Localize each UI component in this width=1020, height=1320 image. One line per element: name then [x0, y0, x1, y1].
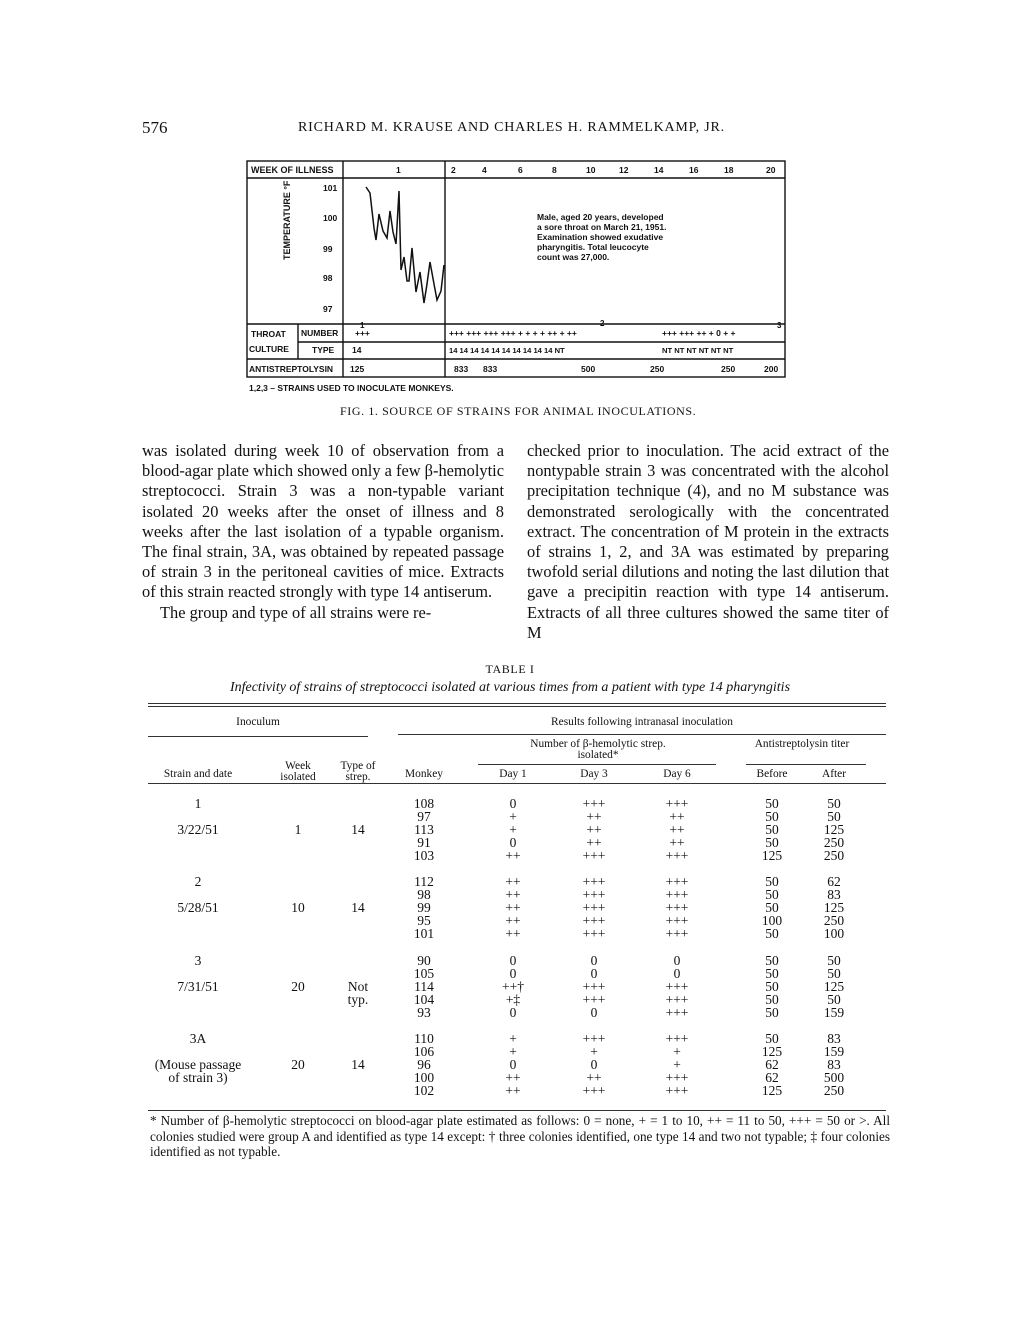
case-note-line-2: a sore throat on March 21, 1951.	[537, 222, 667, 232]
strain-date: (Mouse passage of strain 3)	[154, 1057, 242, 1086]
header-results: Results following intranasal inoculation	[551, 716, 733, 728]
titer-after: 50	[827, 966, 841, 982]
culture-label: CULTURE	[249, 344, 289, 354]
day-6-count: +++	[665, 979, 689, 995]
day-1-count: ++	[505, 1070, 521, 1086]
col-day-6: Day 6	[663, 768, 691, 780]
week-label: 12	[619, 165, 629, 175]
monkey-id: 113	[414, 822, 434, 838]
day-3-count: +++	[582, 926, 606, 942]
titer-before: 50	[765, 809, 779, 825]
titer-before: 50	[765, 874, 779, 889]
monkey-id: 102	[413, 1083, 435, 1099]
case-note-line-4: pharyngitis. Total leucocyte	[537, 242, 649, 252]
table-bottom-rule	[148, 1110, 886, 1111]
day-3-count: ++	[586, 835, 602, 851]
header-antistreptolysin-titer: Antistreptolysin titer	[754, 738, 850, 750]
titer-before: 50	[765, 992, 779, 1008]
paragraph: checked prior to inoculation. The acid extract of the nontypable strain 3 was concentrated with the alcohol precipitation technique (4), and no M substance was demonstrated serologically with the concentrated extract. The concentration of M protein in the extracts of strains 1, 2, and 3A was estimated by preparing twofold serial dilutions and noting the last dilution that gave a precipitin reaction with type 14 antiserum. Extracts of all three cultures showed the same titer of M	[527, 441, 889, 642]
monkey-id: 93	[417, 1005, 431, 1021]
day-1-count: +‡	[505, 992, 521, 1008]
figure-caption: FIG. 1. SOURCE OF STRAINS FOR ANIMAL INOCULATIONS.	[340, 404, 697, 418]
table-footnote: * Number of β-hemolytic streptococci on blood-agar plate estimated as follows: 0 = none, + = 1 to 10, ++ = 11 to 50, +++ = 50 or >. All colonies studied were group A and identified as type 14 except: † three colonies identified, one type 14 and two not typable; ‡ four colonies identified as not typable.	[150, 1113, 890, 1159]
monkey-id: 112	[414, 874, 434, 889]
day-6-count: +++	[665, 796, 689, 811]
day-1-count: +	[509, 822, 517, 838]
week-label: 8	[552, 165, 557, 175]
day-6-count: ++	[669, 822, 685, 838]
day-6-count: +++	[665, 913, 689, 929]
titer-after: 125	[823, 979, 845, 995]
antistreptolysin-value: 125	[350, 364, 365, 374]
day-3-count: +++	[582, 979, 606, 995]
titer-after: 83	[827, 887, 841, 903]
week-label: 10	[586, 165, 596, 175]
day-1-count: ++	[505, 926, 521, 942]
page-number: 576	[142, 118, 168, 137]
titer-before: 50	[765, 979, 779, 995]
monkey-id: 106	[413, 1044, 435, 1060]
col-day-3: Day 3	[580, 768, 608, 780]
strain-id: 3A	[189, 1031, 207, 1046]
monkey-id: 108	[413, 796, 435, 811]
day-1-count: ++	[505, 887, 521, 903]
day-1-count: 0	[509, 796, 517, 811]
titer-before: 50	[765, 822, 779, 838]
monkey-id: 90	[417, 953, 431, 968]
paragraph: The group and type of all strains were re-	[160, 602, 432, 622]
week-label: 6	[518, 165, 523, 175]
day-3-count: +++	[582, 913, 606, 929]
table-title: TABLE I	[485, 662, 535, 676]
week-label: 2	[451, 165, 456, 175]
day-1-count: ++	[505, 900, 521, 916]
titer-before: 125	[761, 848, 783, 864]
strain-mark-2: 2	[600, 319, 605, 328]
titer-after: 250	[823, 835, 845, 851]
day-3-count: 0	[590, 1057, 598, 1073]
day-6-count: +	[673, 1044, 681, 1060]
day-6-count: 0	[673, 966, 681, 982]
day-3-count: +++	[582, 1083, 606, 1099]
throat-label: THROAT	[251, 329, 286, 339]
day-1-count: 0	[509, 953, 517, 968]
day-3-count: 0	[590, 953, 598, 968]
strain-id: 2	[194, 874, 202, 889]
temperature-tick-labels	[323, 183, 337, 314]
type-first-week: 14	[352, 345, 362, 355]
monkey-id: 91	[417, 835, 431, 851]
day-6-count: +++	[665, 1083, 689, 1099]
table-caption: Infectivity of strains of streptococci isolated at various times from a patient with type 14 pharyngitis	[229, 680, 791, 695]
titer-before: 50	[765, 966, 779, 982]
titer-before: 62	[765, 1070, 779, 1086]
titer-after: 50	[827, 953, 841, 968]
titer-before: 50	[765, 926, 779, 942]
titer-before: 125	[761, 1083, 783, 1099]
titer-before: 50	[765, 887, 779, 903]
number-weekly-values: +++ +++ +++ +++ + + + + ++ + ++	[449, 328, 577, 338]
week-isolated: 20	[291, 1057, 305, 1073]
col-type-of-strep: Type of strep.	[340, 760, 376, 783]
day-3-count: ++	[586, 822, 602, 838]
day-3-count: +++	[582, 1031, 606, 1046]
week-of-illness-label: WEEK OF ILLNESS	[251, 165, 334, 175]
strep-type: 14	[351, 822, 365, 838]
day-1-count: ++	[505, 913, 521, 929]
day-1-count: +	[509, 1044, 517, 1060]
col-day-1: Day 1	[499, 768, 527, 780]
temperature-tick: 97	[323, 304, 333, 314]
week-label: 20	[766, 165, 776, 175]
day-3-count: +++	[582, 992, 606, 1008]
strain-id: 1	[194, 796, 202, 811]
day-1-count: +	[509, 1031, 517, 1046]
day-6-count: +++	[665, 926, 689, 942]
day-6-count: +++	[665, 1070, 689, 1086]
number-late-values: +++ +++ ++ + 0 + +	[662, 328, 736, 338]
day-1-count: 0	[509, 835, 517, 851]
week-label: 14	[654, 165, 664, 175]
monkey-id: 97	[417, 809, 431, 825]
titer-before: 125	[761, 1044, 783, 1060]
titer-after: 50	[827, 992, 841, 1008]
monkey-id: 99	[417, 900, 431, 916]
strain-id: 3	[194, 953, 202, 968]
col-titer-before: Before	[756, 768, 788, 780]
titer-before: 50	[765, 953, 779, 968]
day-3-count: +++	[582, 848, 606, 864]
day-6-count: +++	[665, 848, 689, 864]
temperature-tick: 98	[323, 273, 333, 283]
titer-after: 250	[823, 913, 845, 929]
day-1-count: ++	[505, 848, 521, 864]
monkey-id: 103	[413, 848, 435, 864]
running-head-authors: RICHARD M. KRAUSE AND CHARLES H. RAMMELKAMP, JR.	[298, 120, 725, 135]
day-1-count: ++	[505, 874, 521, 889]
body-column-left	[142, 441, 504, 623]
day-1-count: 0	[509, 1057, 517, 1073]
case-note-line-1: Male, aged 20 years, developed	[537, 212, 664, 222]
titer-after: 83	[827, 1057, 841, 1073]
day-6-count: +++	[665, 900, 689, 916]
week-label: 1	[396, 165, 401, 175]
monkey-id: 114	[414, 979, 434, 995]
monkey-id: 96	[417, 1057, 431, 1073]
day-3-count: +++	[582, 796, 606, 811]
titer-before: 50	[765, 796, 779, 811]
day-1-count: ++†	[502, 979, 524, 995]
strains-legend: 1,2,3 – STRAINS USED TO INOCULATE MONKEYS.	[249, 383, 454, 392]
titer-after: 159	[823, 1044, 845, 1060]
day-6-count: +++	[665, 992, 689, 1008]
titer-after: 159	[823, 1005, 845, 1021]
day-6-count: ++	[669, 835, 685, 851]
day-3-count: ++	[586, 809, 602, 825]
antistreptolysin-value: 250	[650, 364, 665, 374]
day-1-count: 0	[509, 1005, 517, 1021]
type-weekly-values: 14 14 14 14 14 14 14 14 14 14 NT	[449, 346, 565, 355]
week-label: 16	[689, 165, 699, 175]
monkey-id: 100	[413, 1070, 435, 1086]
day-6-count: 0	[673, 953, 681, 968]
antistreptolysin-value: 500	[581, 364, 596, 374]
day-1-count: +	[509, 809, 517, 825]
strep-type: Not typ.	[347, 979, 369, 1008]
day-3-count: +++	[582, 900, 606, 916]
strep-type: 14	[351, 1057, 365, 1073]
titer-before: 50	[765, 1031, 779, 1046]
titer-after: 125	[823, 900, 845, 916]
col-titer-after: After	[821, 768, 847, 780]
titer-before: 62	[765, 1057, 779, 1073]
strain-date: 5/28/51	[177, 900, 219, 916]
titer-after: 50	[827, 809, 841, 825]
titer-after: 100	[823, 926, 845, 942]
monkey-id: 105	[413, 966, 435, 982]
body-column-right	[527, 441, 889, 643]
titer-before: 50	[765, 835, 779, 851]
titer-after: 83	[827, 1031, 841, 1046]
monkey-id: 110	[414, 1031, 434, 1046]
week-label: 18	[724, 165, 734, 175]
antistreptolysin-value: 250	[721, 364, 736, 374]
monkey-id: 95	[417, 913, 431, 929]
titer-before: 100	[761, 913, 783, 929]
titer-before: 50	[765, 1005, 779, 1021]
monkey-id: 101	[413, 926, 435, 942]
type-row-label: TYPE	[312, 345, 335, 355]
strep-type: 14	[351, 900, 365, 916]
case-note-line-3: Examination showed exudative	[537, 232, 664, 242]
strain-date: 7/31/51	[177, 979, 219, 995]
day-6-count: +	[673, 1057, 681, 1073]
antistreptolysin-values	[350, 364, 778, 374]
titer-after: 250	[823, 1083, 845, 1099]
day-3-count: ++	[586, 1070, 602, 1086]
strain-date: 3/22/51	[177, 822, 219, 838]
antistreptolysin-label: ANTISTREPTOLYSIN	[249, 364, 334, 374]
col-week-isolated: Week isolated	[280, 760, 316, 783]
day-1-count: 0	[509, 966, 517, 982]
col-monkey: Monkey	[405, 768, 443, 780]
monkey-id: 104	[413, 992, 435, 1008]
antistreptolysin-value: 833	[454, 364, 469, 374]
day-6-count: +++	[665, 887, 689, 903]
titer-after: 500	[823, 1070, 845, 1086]
number-row-label: NUMBER	[301, 328, 339, 338]
antistreptolysin-value: 200	[764, 364, 779, 374]
type-late-values: NT NT NT NT NT NT	[662, 346, 734, 355]
temperature-tick: 100	[323, 213, 338, 223]
day-1-count: ++	[505, 1083, 521, 1099]
day-6-count: ++	[669, 809, 685, 825]
temperature-tick: 101	[323, 183, 338, 193]
week-isolated: 10	[291, 900, 305, 916]
strain-mark-3: 3	[777, 321, 782, 330]
week-axis-labels	[396, 165, 776, 175]
week-isolated: 20	[291, 979, 305, 995]
number-first-week: +++	[355, 328, 370, 338]
day-3-count: 0	[590, 1005, 598, 1021]
col-strain-date: Strain and date	[163, 768, 233, 780]
day-6-count: +++	[665, 1031, 689, 1046]
day-6-count: +++	[665, 1005, 689, 1021]
titer-after: 125	[823, 822, 845, 838]
figure-1-chart	[246, 160, 786, 392]
titer-after: 62	[827, 874, 841, 889]
day-3-count: +++	[582, 874, 606, 889]
titer-before: 50	[765, 900, 779, 916]
monkey-id: 98	[417, 887, 431, 903]
day-3-count: +	[590, 1044, 598, 1060]
temperature-tick: 99	[323, 244, 333, 254]
week-isolated: 1	[294, 822, 302, 838]
temperature-curve	[366, 187, 444, 303]
temperature-axis-label: TEMPERATURE °F	[282, 180, 292, 260]
header-number-isolated: Number of β-hemolytic strep. isolated*	[530, 738, 666, 761]
case-note-line-5: count was 27,000.	[537, 252, 610, 262]
antistreptolysin-value: 833	[483, 364, 498, 374]
table-1	[148, 703, 886, 1133]
titer-after: 50	[827, 796, 841, 811]
strain-mark-1: 1	[360, 321, 365, 330]
day-6-count: +++	[665, 874, 689, 889]
header-inoculum: Inoculum	[236, 716, 280, 728]
day-3-count: +++	[582, 887, 606, 903]
day-3-count: 0	[590, 966, 598, 982]
paragraph: was isolated during week 10 of observation from a blood-agar plate which showed only a few β-hemolytic streptococci. Strain 3 was a non-typable variant isolated 20 weeks after the onset of illness and 8 weeks after the last isolation of a typable organism. The final strain, 3A, was obtained by repeated passage of strain 3 in the peritoneal cavities of mice. Extracts of this strain reacted strongly with type 14 antiserum.	[142, 441, 504, 602]
titer-after: 250	[823, 848, 845, 864]
week-label: 4	[482, 165, 487, 175]
